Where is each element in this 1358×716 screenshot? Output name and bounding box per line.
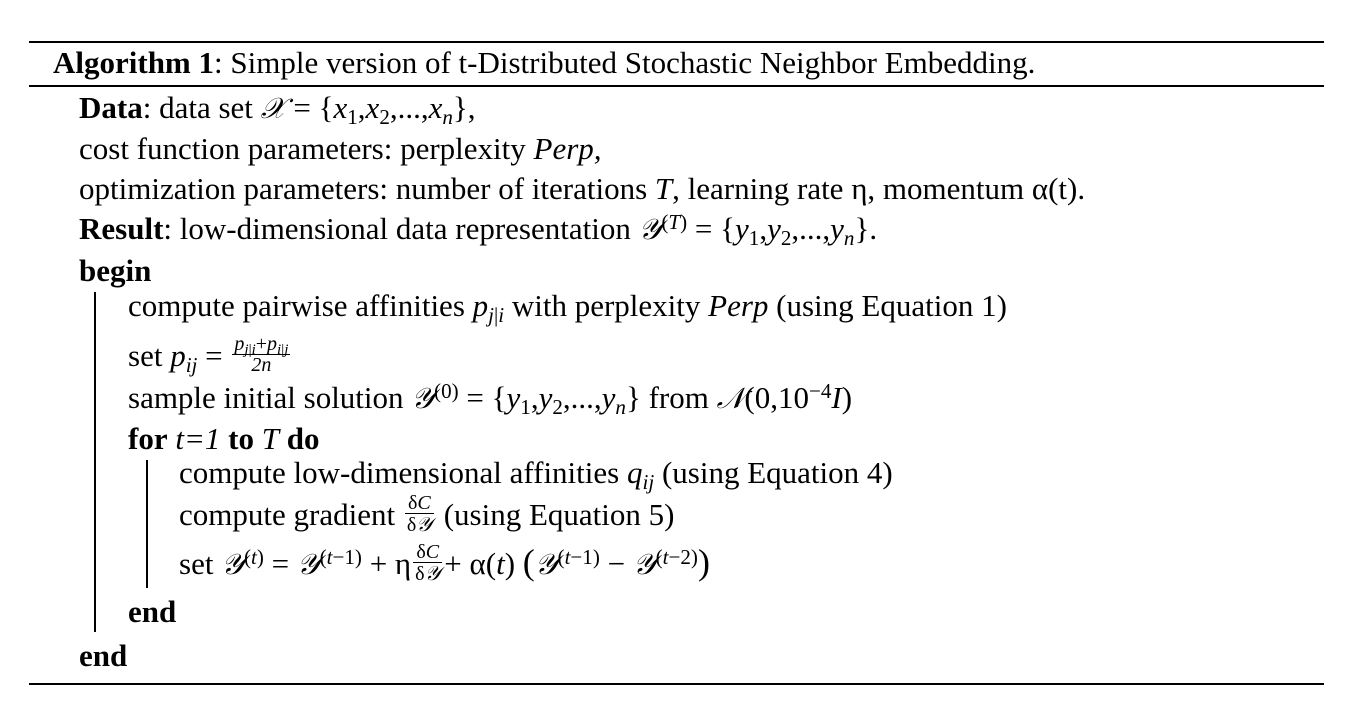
end-algorithm-keyword: end xyxy=(79,638,128,673)
opt-text2: , learning rate η, momentum α(t). xyxy=(672,171,1086,206)
step-set-pij: set $p_{ij}$ = $\frac{p_{j|i}+p_{i|j}}{2n}$ xyxy=(128,333,289,378)
do-keyword: do xyxy=(286,421,320,456)
end-loop-keyword: end xyxy=(128,594,177,629)
step-gradient xyxy=(179,492,675,539)
algorithm-title: : Simple version of t-Distributed Stochastic Neighbor Embedding. xyxy=(214,45,1036,80)
step4-text2: (using Equation 4) xyxy=(661,455,893,490)
opt-text: optimization parameters: number of iterations xyxy=(79,171,648,206)
bottom-rule xyxy=(29,683,1324,685)
result-text: : low-dimensional data representation xyxy=(163,211,631,246)
step2-frac-num: $p_{j|i}+p_{i|j}$ xyxy=(234,333,289,359)
for-keyword: for xyxy=(128,421,168,456)
step2-frac-den: 2n xyxy=(251,354,272,377)
step2-text: set xyxy=(128,338,163,373)
step-affinities: compute pairwise affinities $p_{j|i}$ with perplexity Perp (using Equation 1) xyxy=(128,288,1007,328)
result-keyword: Result xyxy=(79,211,164,246)
result-line: Result: low-dimensional data representation 𝒴$^{(T)}$ = $\{y_1,y_2,...,y_n\}$. xyxy=(79,209,878,251)
optimization-line xyxy=(79,171,1085,207)
inner-block-bar xyxy=(146,460,148,588)
cost-text: cost function parameters: perplexity xyxy=(79,131,526,166)
algorithm-caption xyxy=(53,45,1035,81)
step-update: set 𝒴$^{(t)}$ = 𝒴$^{(t-1)}$ + η $\frac{\delta C}{\text{δ𝒴}}$ + α(t) (𝒴$^{(t-1)}$ − 𝒴$^{(t-2)}$) xyxy=(179,541,710,585)
top-rule xyxy=(29,41,1324,43)
step-sample-initial: sample initial solution 𝒴$^{(0)}$ = $\{y_1,y_2,...,y_n\}$ from $𝒩(0,10^{-4}I)$ xyxy=(128,378,853,420)
step5-fraction xyxy=(405,493,434,535)
step3-text2: from xyxy=(648,380,709,415)
loop-var: t=1 xyxy=(175,421,221,456)
step-low-dim-affinities: compute low-dimensional affinities $q_{ij}$ (using Equation 4) xyxy=(179,455,893,495)
step5-text: compute gradient xyxy=(179,497,396,533)
step3-text: sample initial solution xyxy=(128,380,404,415)
data-text: : data set xyxy=(142,90,253,125)
step1-text2: with perplexity xyxy=(511,288,701,323)
opt-T: T xyxy=(654,171,673,206)
step6-text: set xyxy=(179,546,214,582)
step1-text: compute pairwise affinities xyxy=(128,288,465,323)
step5-frac-num: δC xyxy=(405,493,434,514)
caption-rule xyxy=(29,85,1324,87)
data-line: Data: data set 𝒳 = $\{x_1,x_2,...,x_n\}$, xyxy=(79,90,476,130)
begin-keyword: begin xyxy=(79,253,152,288)
data-keyword: Data xyxy=(79,90,143,125)
cost-math: Perp, xyxy=(533,131,602,166)
step4-text: compute low-dimensional affinities xyxy=(179,455,620,490)
loop-limit: T xyxy=(261,421,279,456)
step5-frac-den: δ𝒴 xyxy=(406,512,432,536)
step2-fraction xyxy=(232,334,290,375)
step1-text3: (using Equation 1) xyxy=(776,288,1007,323)
for-loop-header xyxy=(128,421,319,457)
cost-line xyxy=(79,131,602,167)
to-keyword: to xyxy=(228,421,254,456)
step5-text2: (using Equation 5) xyxy=(443,497,675,533)
step1-math2: Perp xyxy=(708,288,769,323)
outer-block-bar xyxy=(94,292,96,632)
algorithm-label: Algorithm 1 xyxy=(53,45,215,80)
